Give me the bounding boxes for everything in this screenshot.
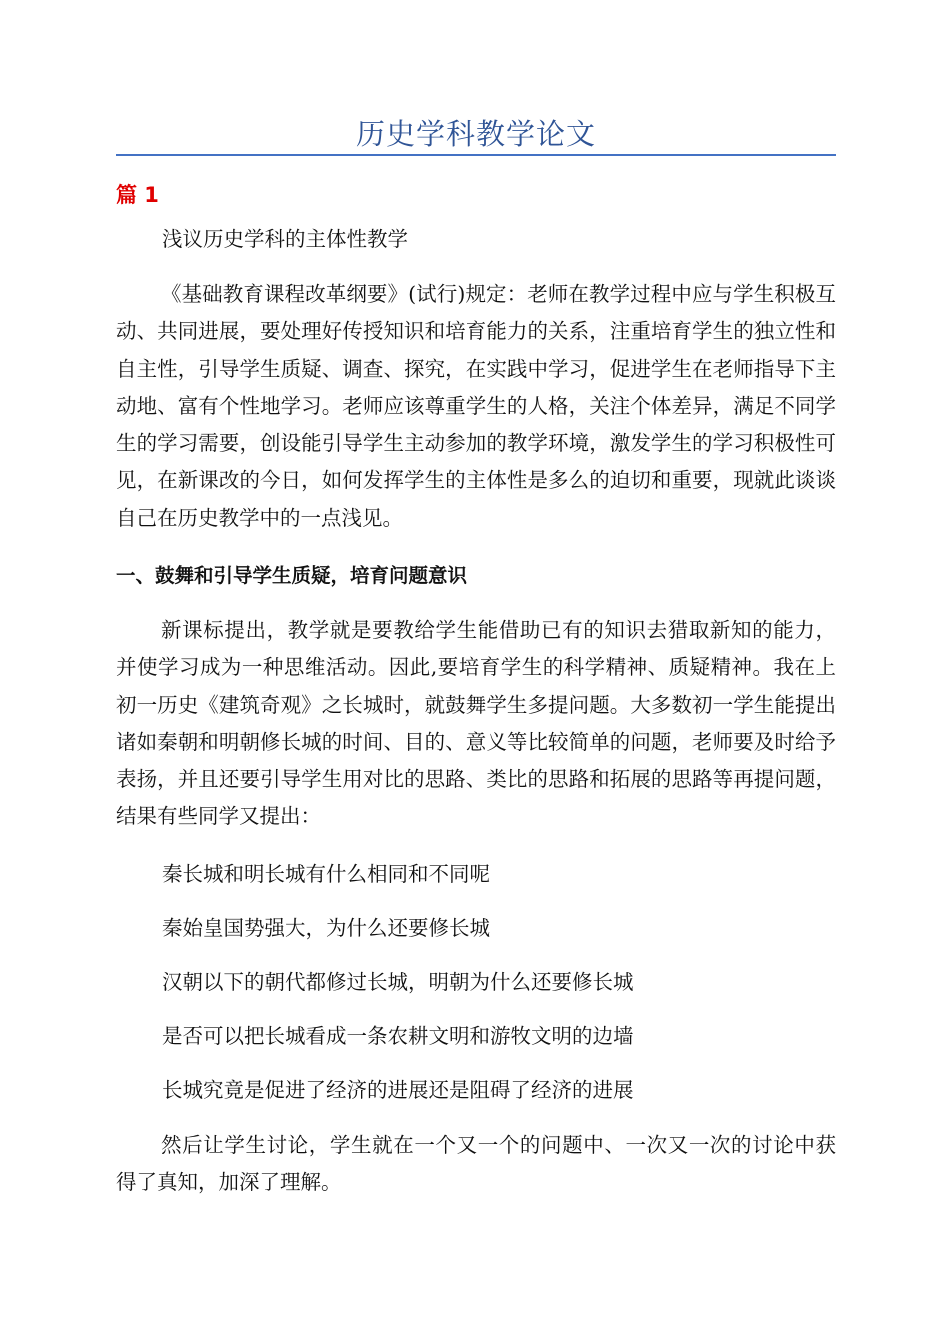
- question-item: 秦始皇国势强大，为什么还要修长城: [162, 916, 490, 940]
- question-item: 汉朝以下的朝代都修过长城，明朝为什么还要修长城: [162, 970, 634, 994]
- document-title: 历史学科教学论文: [355, 117, 596, 151]
- question-item: 秦长城和明长城有什么相同和不同呢: [162, 862, 490, 886]
- section-heading-1: 一、鼓舞和引导学生质疑，培育问题意识: [116, 564, 468, 587]
- title-underline-rule: [116, 154, 836, 156]
- section-label: 篇 1: [116, 183, 159, 207]
- question-item: 长城究竟是促进了经济的进展还是阻碍了经济的进展: [162, 1078, 634, 1102]
- paragraph-3: 然后让学生讨论，学生就在一个又一个的问题中、一次又一次的讨论中获得了真知，加深了理解。: [116, 1133, 836, 1195]
- question-item: 是否可以把长城看成一条农耕文明和游牧文明的边墙: [162, 1024, 634, 1048]
- intro-paragraph: 《基础教育课程改革纲要》(试行)规定：老师在教学过程中应与学生积极互动、共同进展，要处理好传授知识和培育能力的关系，注重培育学生的独立性和自主性，引导学生质疑、调查、探究，在实践中学习，促进学生在老师指导下主动地、富有个性地学习。老师应该尊重学生的人格，关注个体差异，满足不同学生的学习需要，创设能引导学生主动参加的教学环境，激发学生的学习积极性可见，在新课改的今日，如何发挥学生的主体性是多么的迫切和重要，现就此谈谈自己在历史教学中的一点浅见。: [116, 282, 836, 530]
- article-title: 浅议历史学科的主体性教学: [162, 227, 408, 251]
- paragraph-2: 新课标提出，教学就是要教给学生能借助已有的知识去猎取新知的能力，并使学习成为一种思维活动。因此,要培育学生的科学精神、质疑精神。我在上初一历史《建筑奇观》之长城时，就鼓舞学生多提问题。大多数初一学生能提出诸如秦朝和明朝修长城的时间、目的、意义等比较简单的问题，老师要及时给予表扬，并且还要引导学生用对比的思路、类比的思路和拓展的思路等再提问题，结果有些同学又提出：: [116, 618, 836, 829]
